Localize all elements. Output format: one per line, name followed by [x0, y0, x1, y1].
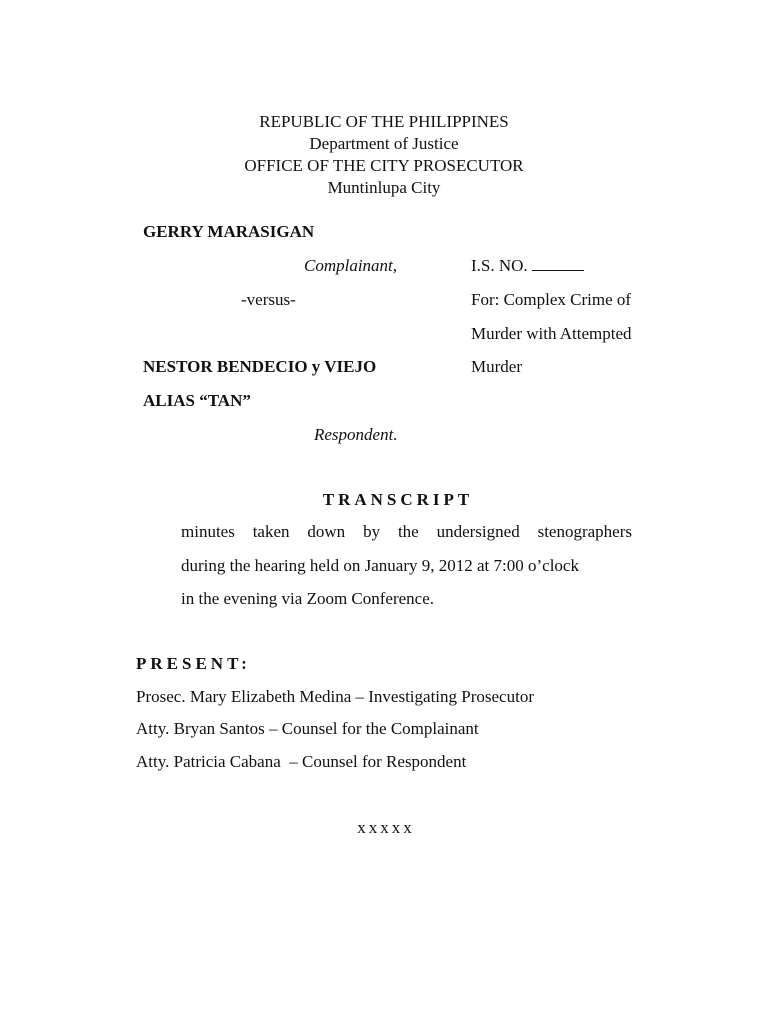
transcript-title: TRANSCRIPT [322, 490, 474, 509]
is-number-blank [532, 269, 584, 271]
respondent-role: Respondent. [314, 425, 398, 444]
transcript-body-line3: in the evening via Zoom Conference. [181, 589, 435, 608]
transcript-body-line1: minutes taken down by the undersigned stenographers [181, 522, 632, 541]
header-republic: REPUBLIC OF THE PHILIPPINES [259, 112, 509, 131]
attendee-respondent-counsel: Atty. Patricia Cabana – Counsel for Respondent [136, 752, 467, 771]
charge-line2: Murder with Attempted [471, 324, 632, 343]
is-number-label: I.S. NO. [471, 256, 528, 275]
is-number [471, 256, 584, 276]
transcript-body-line2: during the hearing held on January 9, 2012 at 7:00 o’clock [181, 556, 579, 575]
respondent-name-line2: ALIAS “TAN” [143, 391, 251, 410]
charge-line3: Murder [471, 357, 522, 376]
attendee-prosecutor: Prosec. Mary Elizabeth Medina – Investigating Prosecutor [136, 687, 534, 706]
respondent-name-line1: NESTOR BENDECIO y VIEJO [143, 357, 377, 376]
header-department: Department of Justice [309, 134, 459, 153]
header-city: Muntinlupa City [327, 178, 441, 197]
end-mark: xxxxx [357, 818, 415, 837]
attendee-complainant-counsel: Atty. Bryan Santos – Counsel for the Complainant [136, 719, 479, 738]
versus-label: -versus- [241, 290, 296, 309]
present-heading: PRESENT: [136, 654, 251, 673]
charge-line1: For: Complex Crime of [471, 290, 632, 309]
complainant-name: GERRY MARASIGAN [143, 222, 315, 241]
complainant-role: Complainant, [304, 256, 398, 275]
header-office: OFFICE OF THE CITY PROSECUTOR [244, 156, 524, 175]
